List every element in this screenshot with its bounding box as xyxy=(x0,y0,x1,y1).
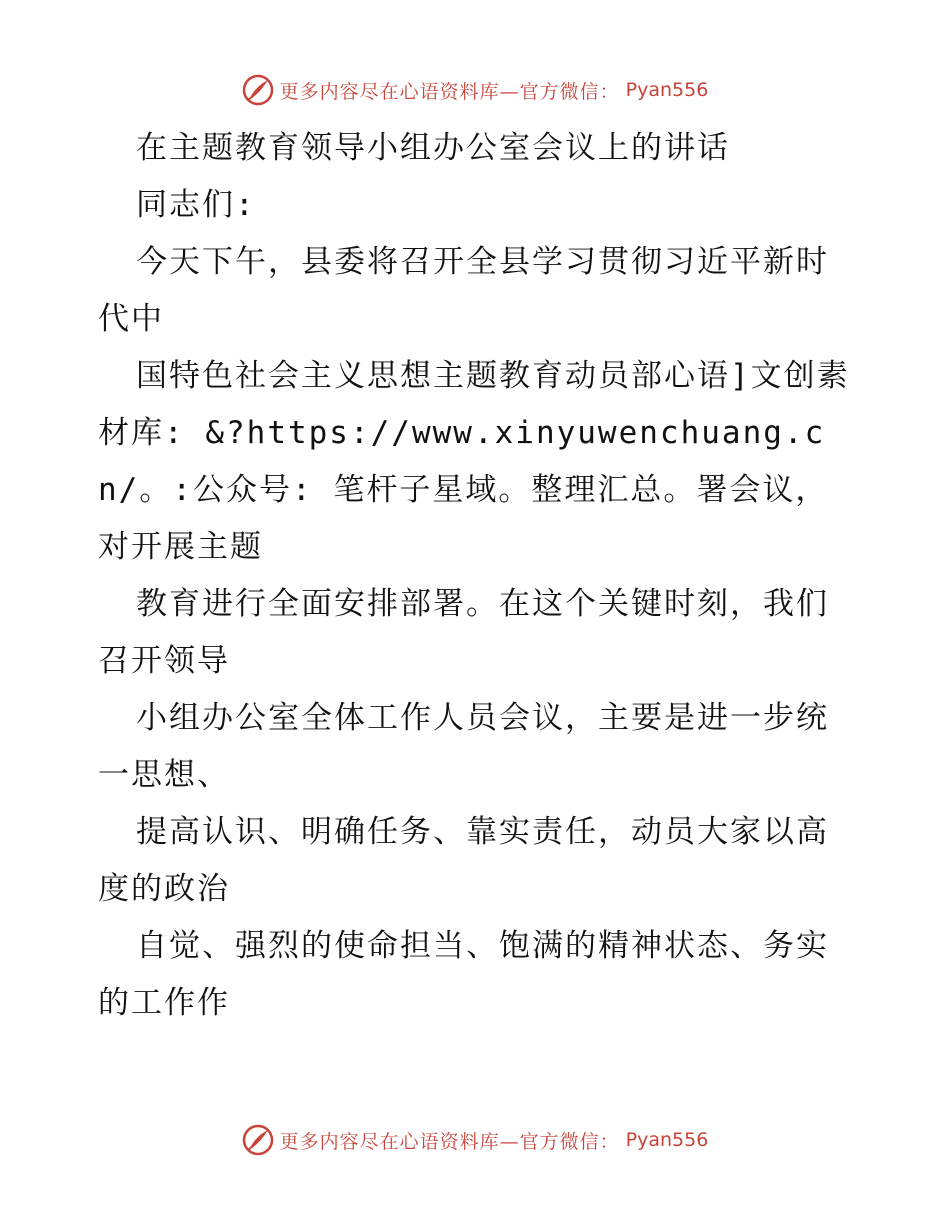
footer-banner-text: 更多内容尽在心语资料库—官方微信： xyxy=(279,1130,620,1153)
header-banner-text: 更多内容尽在心语资料库—官方微信： xyxy=(279,80,620,103)
document-paragraph: 提高认识、明确任务、靠实责任，动员大家以高度的政治 xyxy=(98,814,829,907)
header-banner-content xyxy=(242,74,709,106)
document-title: 在主题教育领导小组办公室会议上的讲话 xyxy=(136,130,730,166)
quill-pen-logo-icon xyxy=(242,74,274,106)
document-salutation: 同志们: xyxy=(136,187,256,223)
document-paragraph: 今天下午，县委将召开全县学习贯彻习近平新时代中 xyxy=(98,244,829,337)
header-banner-wechat-id: Pyan556 xyxy=(625,79,709,101)
document-paragraph: 国特色社会主义思想主题教育动员部心语]文创素材库: &?https://www.xinyuwenchuang.cn/。:公众号: 笔杆子星域。整理汇总。署会议，对开展主题 xyxy=(98,358,850,565)
footer-banner-content xyxy=(242,1124,709,1156)
document-paragraph: 自觉、强烈的使命担当、饱满的精神状态、务实的工作作 xyxy=(98,928,829,1021)
document-body xyxy=(98,120,853,1032)
footer-banner xyxy=(0,1120,950,1160)
footer-banner-wechat-id: Pyan556 xyxy=(625,1129,709,1151)
document-paragraph: 小组办公室全体工作人员会议，主要是进一步统一思想、 xyxy=(98,700,829,793)
header-banner xyxy=(0,70,950,110)
document-paragraph: 教育进行全面安排部署。在这个关键时刻，我们召开领导 xyxy=(98,586,829,679)
quill-pen-logo-icon xyxy=(242,1124,274,1156)
